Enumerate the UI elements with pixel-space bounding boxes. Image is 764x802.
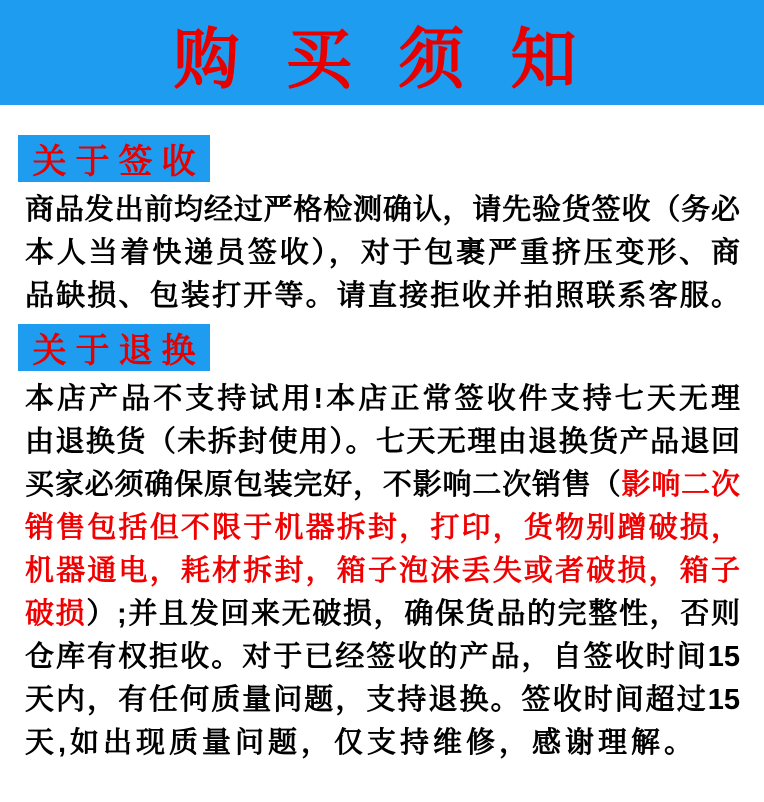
text-line bbox=[25, 464, 740, 507]
text-segment: 由退换货（未拆封使用）。七天无理由退换货产品退回 bbox=[25, 426, 740, 458]
text-line bbox=[25, 189, 740, 232]
text-segment: 本人当着快递员签收），对于包裹严重挤压变形、商 bbox=[25, 237, 740, 269]
text-segment: 商品发出前均经过严格检测确认，请先验货签收（务必 bbox=[25, 194, 740, 226]
section-receipt bbox=[0, 135, 764, 318]
text-segment: 仓库有权拒收。对于已经签收的产品，自签收时间15 bbox=[25, 641, 740, 673]
receipt-paragraph bbox=[25, 182, 740, 318]
text-line bbox=[25, 636, 740, 679]
text-segment: 天,如出现质量问题，仅支持维修，感谢理解。 bbox=[25, 727, 698, 759]
text-line bbox=[25, 593, 740, 636]
text-segment: 本店产品不支持试用!本店正常签收件支持七天无理 bbox=[25, 383, 740, 415]
return-paragraph bbox=[25, 371, 740, 765]
highlight-segment: 机器通电，耗材拆封，箱子泡沫丢失或者破损，箱子 bbox=[25, 555, 740, 587]
highlight-segment: 销售包括但不限于机器拆封，打印，货物别蹭破损， bbox=[25, 512, 740, 544]
text-line bbox=[25, 722, 740, 765]
receipt-section-label bbox=[18, 135, 210, 182]
text-line bbox=[25, 550, 740, 593]
highlight-segment: 影响二次 bbox=[621, 469, 740, 501]
text-line bbox=[25, 232, 740, 275]
header-banner bbox=[0, 0, 764, 105]
text-segment: 天内，有任何质量问题，支持退换。签收时间超过15 bbox=[25, 684, 740, 716]
text-segment: ）;并且发回来无破损，确保货品的完整性，否则 bbox=[86, 598, 740, 630]
text-segment: 品缺损、包装打开等。请直接拒收并拍照联系客服。 bbox=[25, 280, 740, 312]
highlight-segment: 破损 bbox=[25, 598, 87, 630]
text-line bbox=[25, 507, 740, 550]
text-line bbox=[25, 679, 740, 722]
return-section-label bbox=[18, 324, 210, 371]
text-line bbox=[25, 378, 740, 421]
receipt-label-text: 关于签收 bbox=[32, 143, 205, 181]
text-line bbox=[25, 275, 740, 318]
text-line bbox=[25, 421, 740, 464]
page-title: 购 买 须 知 bbox=[173, 22, 591, 96]
return-label-text: 关于退换 bbox=[32, 332, 205, 370]
text-segment: 买家必须确保原包装完好，不影响二次销售（ bbox=[25, 469, 622, 501]
section-return bbox=[0, 324, 764, 765]
